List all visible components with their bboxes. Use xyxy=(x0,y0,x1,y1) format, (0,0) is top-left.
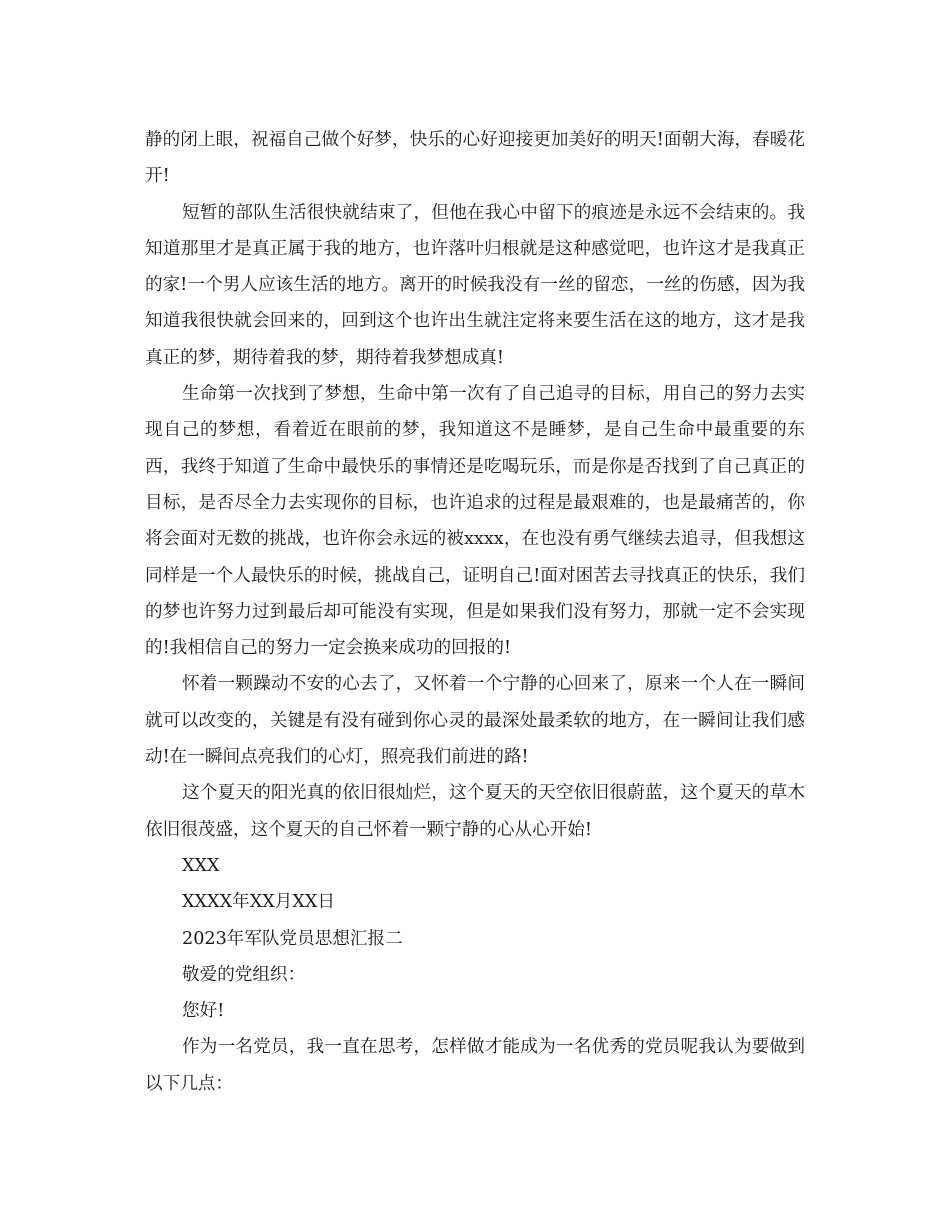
signature-name: XXX xyxy=(182,855,220,876)
signature-date: XXXX年XX月XX日 xyxy=(182,892,335,913)
paragraph-restless-heart: 怀着一颗躁动不安的心去了，又怀着一个宁静的心回来了，原来一个人在一瞬间就可以改变的，关键是有没有碰到你心灵的最深处最柔软的地方，在一瞬间让我们感动!在一瞬间点亮我们的心灯，照亮我们前进的路! xyxy=(145,674,805,768)
section-title: 2023年军队党员思想汇报二 xyxy=(182,928,403,949)
greeting: 您好! xyxy=(182,1001,225,1022)
paragraph-summer: 这个夏天的阳光真的依旧很灿烂，这个夏天的天空依旧很蔚蓝，这个夏天的草木依旧很茂盛，这个夏天的自己怀着一颗宁静的心从心开始! xyxy=(145,783,805,840)
document-body xyxy=(145,122,805,1102)
paragraph-first-dream: 生命第一次找到了梦想，生命中第一次有了自己追寻的目标，用自己的努力去实现自己的梦想，看着近在眼前的梦，我知道这不是睡梦，是自己生命中最重要的东西，我终于知道了生命中最快乐的事情还是吃喝玩乐，而是你是否找到了自己真正的目标，是否尽全力去实现你的目标，也许追求的过程是最艰难的，也是最痛苦的，你将会面对无数的挑战，也许你会永远的被xxxx，在也没有勇气继续去追寻，但我想这同样是一个人最快乐的时候，挑战自己，证明自己!面对困苦去寻找真正的快乐，我们的梦也许努力过到最后却可能没有实现，但是如果我们没有努力，那就一定不会实现的!我相信自己的努力一定会换来成功的回报的! xyxy=(145,384,805,659)
salutation: 敬爱的党组织： xyxy=(182,964,306,985)
paragraph-excellent-member: 作为一名党员，我一直在思考，怎样做才能成为一名优秀的党员呢我认为要做到以下几点： xyxy=(145,1037,805,1094)
paragraph-army-life: 短暂的部队生活很快就结束了，但他在我心中留下的痕迹是永远不会结束的。我知道那里才是真正属于我的地方，也许落叶归根就是这种感觉吧，也许这才是我真正的家!一个男人应该生活的地方。离开的时候我没有一丝的留恋，一丝的伤感，因为我知道我很快就会回来的，回到这个也许出生就注定将来要生活在这的地方，这才是我真正的梦，期待着我的梦，期待着我梦想成真! xyxy=(145,202,805,368)
paragraph-closing-line: 静的闭上眼，祝福自己做个好梦，快乐的心好迎接更加美好的明天!面朝大海，春暖花开! xyxy=(145,130,805,187)
